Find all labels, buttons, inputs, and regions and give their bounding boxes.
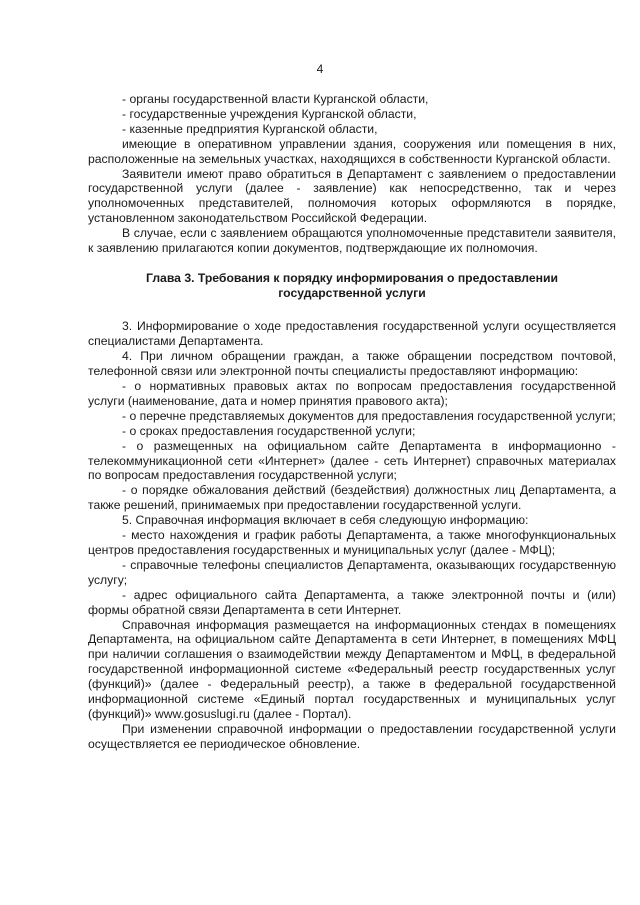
- list-item: - государственные учреждения Курганской области,: [122, 106, 417, 121]
- paragraph: 5. Справочная информация включает в себя следующую информацию:: [122, 513, 529, 528]
- page-number: 4: [316, 62, 324, 76]
- list-item: - о нормативных правовых актах по вопросам предоставления государственной услуги (наименование, дата и номер принятия правового акта);: [88, 379, 616, 408]
- list-item: - казенные предприятия Курганской области,: [122, 121, 378, 136]
- paragraph: В случае, если с заявлением обращаются уполномоченные представители заявителя, к заявлению прилагаются копии документов, подтверждающие их полномочия.: [88, 226, 616, 256]
- paragraph: имеющие в оперативном управлении здания, сооружения или помещения в них, расположенные на земельных участках, находящихся в собственности Курганской области.: [88, 136, 616, 166]
- list-item: - место нахождения и график работы Департамента, а также многофункциональных центров предоставления государственных и муниципальных услуг (далее - МФЦ);: [88, 528, 616, 557]
- paragraph: 4. При личном обращении граждан, а также обращении посредством почтовой, телефонной связи или электронной почты специалисты предоставляют информацию:: [88, 349, 616, 379]
- list-item: - о размещенных на официальном сайте Департамента в информационно - телекоммуникационной сети «Интернет» (далее - сеть Интернет) справочных материалах по вопросам предоставления государственной услуги;: [88, 438, 616, 483]
- document-body: [88, 92, 616, 752]
- chapter-heading-line-2: государственной услуги: [278, 286, 426, 301]
- paragraph: При изменении справочной информации о предоставлении государственной услуги осуществляется ее периодическое обновление.: [88, 721, 616, 751]
- list-item: - адрес официального сайта Департамента, а также электронной почты и (или) формы обратной связи Департамента в сети Интернет.: [88, 587, 616, 617]
- list-item: - справочные телефоны специалистов Департамента, оказывающих государственную услугу;: [88, 557, 616, 587]
- paragraph: 3. Информирование о ходе предоставления государственной услуги осуществляется специалистами Департамента.: [88, 319, 616, 349]
- list-item: - о перечне представляемых документов для предоставления государственной услуги;: [122, 408, 616, 423]
- list-item: - о порядке обжалования действий (бездействия) должностных лиц Департамента, а также решений, принимаемых при предоставлении государственной услуги.: [88, 483, 616, 513]
- list-item: - органы государственной власти Курганской области,: [122, 92, 429, 106]
- list-item: - о сроках предоставления государственной услуги;: [122, 423, 416, 438]
- paragraph: Заявители имеют право обратиться в Департамент с заявлением о предоставлении государственной услуги (далее - заявление) как непосредственно, так и через уполномоченных представителей, полномочия которых оформляются в порядке, установленном законодательством Российской Федерации.: [88, 166, 616, 226]
- paragraph: Справочная информация размещается на информационных стендах в помещениях Департамента, на официальном сайте Департамента в сети Интернет, в помещениях МФЦ при наличии соглашения о взаимодействии между Департаментом и МФЦ, в федеральной государственной информационной системе «Федеральный реестр государственных услуг (функций)» (далее - Федеральный реестр), а также в федеральной государственной информационной системе «Единый портал государственных и муниципальных услуг (функций)» www.gosuslugi.ru (далее - Портал).: [88, 617, 616, 721]
- chapter-heading-line-1: Глава 3. Требования к порядку информирования о предоставлении: [146, 270, 558, 285]
